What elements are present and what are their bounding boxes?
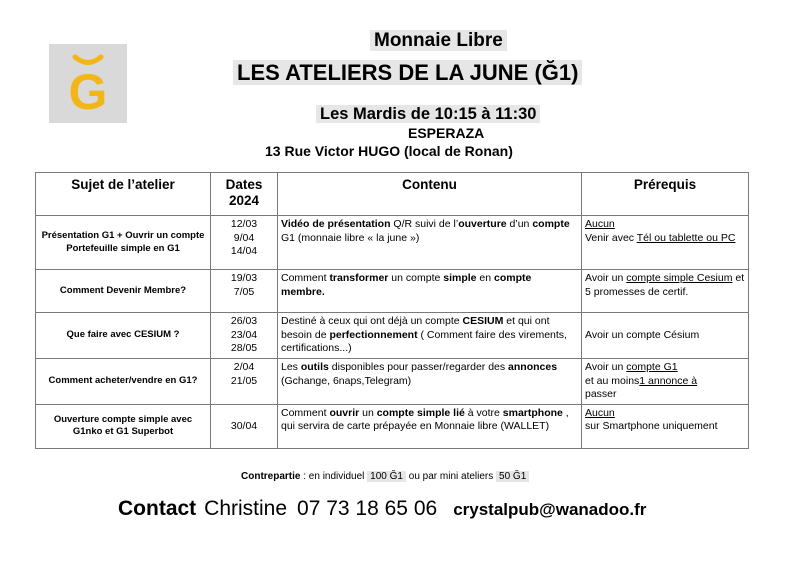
row-content: Comment transformer un compte simple en compte membre. <box>278 270 582 313</box>
price-group: 50 Ğ1 <box>496 471 529 482</box>
workshop-table <box>35 172 749 449</box>
row-subject: Comment Devenir Membre? <box>36 270 211 313</box>
col-header-subject: Sujet de l’atelier <box>36 173 211 216</box>
col-header-dates: Dates 2024 <box>211 173 278 216</box>
row-prerequisites: Aucun sur Smartphone uniquement <box>582 404 749 448</box>
row-dates: 2/04 21/05 <box>211 358 278 404</box>
row-prerequisites: Aucun Venir avec Tél ou tablette ou PC <box>582 216 749 270</box>
table-row <box>36 270 749 313</box>
g1-logo-icon <box>49 44 127 123</box>
row-dates: 19/03 7/05 <box>211 270 278 313</box>
row-dates: 26/03 23/04 28/05 <box>211 313 278 359</box>
table-row <box>36 404 749 448</box>
contact-email: crystalpub@wanadoo.fr <box>453 500 647 519</box>
contact-line <box>118 497 646 521</box>
page-title: LES ATELIERS DE LA JUNE (Ğ1) <box>233 60 582 86</box>
counterpart-note: Contrepartie : en individuel 100 Ğ1 ou par mini ateliers 50 Ğ1 <box>241 471 529 482</box>
contact-phone: 07 73 18 65 06 <box>297 497 438 520</box>
row-prerequisites: Avoir un compte Césium <box>582 313 749 359</box>
row-dates: 12/03 9/04 14/04 <box>211 216 278 270</box>
col-header-prereq: Prérequis <box>582 173 749 216</box>
table-row <box>36 313 749 359</box>
city: ESPERAZA <box>408 125 485 141</box>
contact-name: Christine <box>204 497 288 520</box>
col-header-content: Contenu <box>278 173 582 216</box>
row-subject: Ouverture compte simple avec G1nko et G1 Superbot <box>36 404 211 448</box>
table-row <box>36 358 749 404</box>
row-content: Comment ouvrir un compte simple lié à votre smartphone , qui servira de carte prépayée en Monnaie libre (WALLET) <box>278 404 582 448</box>
organisation-name: Monnaie Libre <box>370 30 507 52</box>
table-row <box>36 216 749 270</box>
contact-label: Contact <box>118 497 197 520</box>
table-header-row <box>36 173 749 216</box>
price-individual: 100 Ğ1 <box>367 471 406 482</box>
schedule: Les Mardis de 10:15 à 11:30 <box>316 105 540 124</box>
row-subject: Présentation G1 + Ouvrir un compte Portefeuille simple en G1 <box>36 216 211 270</box>
row-prerequisites: Avoir un compte simple Cesium et 5 promesses de certif. <box>582 270 749 313</box>
row-prerequisites: Avoir un compte G1 et au moins1 annonce à passer <box>582 358 749 404</box>
row-subject: Comment acheter/vendre en G1? <box>36 358 211 404</box>
june-logo <box>49 44 127 123</box>
address: 13 Rue Victor HUGO (local de Ronan) <box>265 143 513 159</box>
row-content: Destiné à ceux qui ont déjà un compte CESIUM et qui ont besoin de perfectionnement ( Comment faire des virements, certifications...) <box>278 313 582 359</box>
row-subject: Que faire avec CESIUM ? <box>36 313 211 359</box>
row-dates: 30/04 <box>211 404 278 448</box>
row-content: Vidéo de présentation Q/R suivi de l’ouverture d’un compte G1 (monnaie libre « la june ») <box>278 216 582 270</box>
row-content: Les outils disponibles pour passer/regarder des annonces (Gchange, 6naps,Telegram) <box>278 358 582 404</box>
svg-text:G: G <box>68 64 108 120</box>
